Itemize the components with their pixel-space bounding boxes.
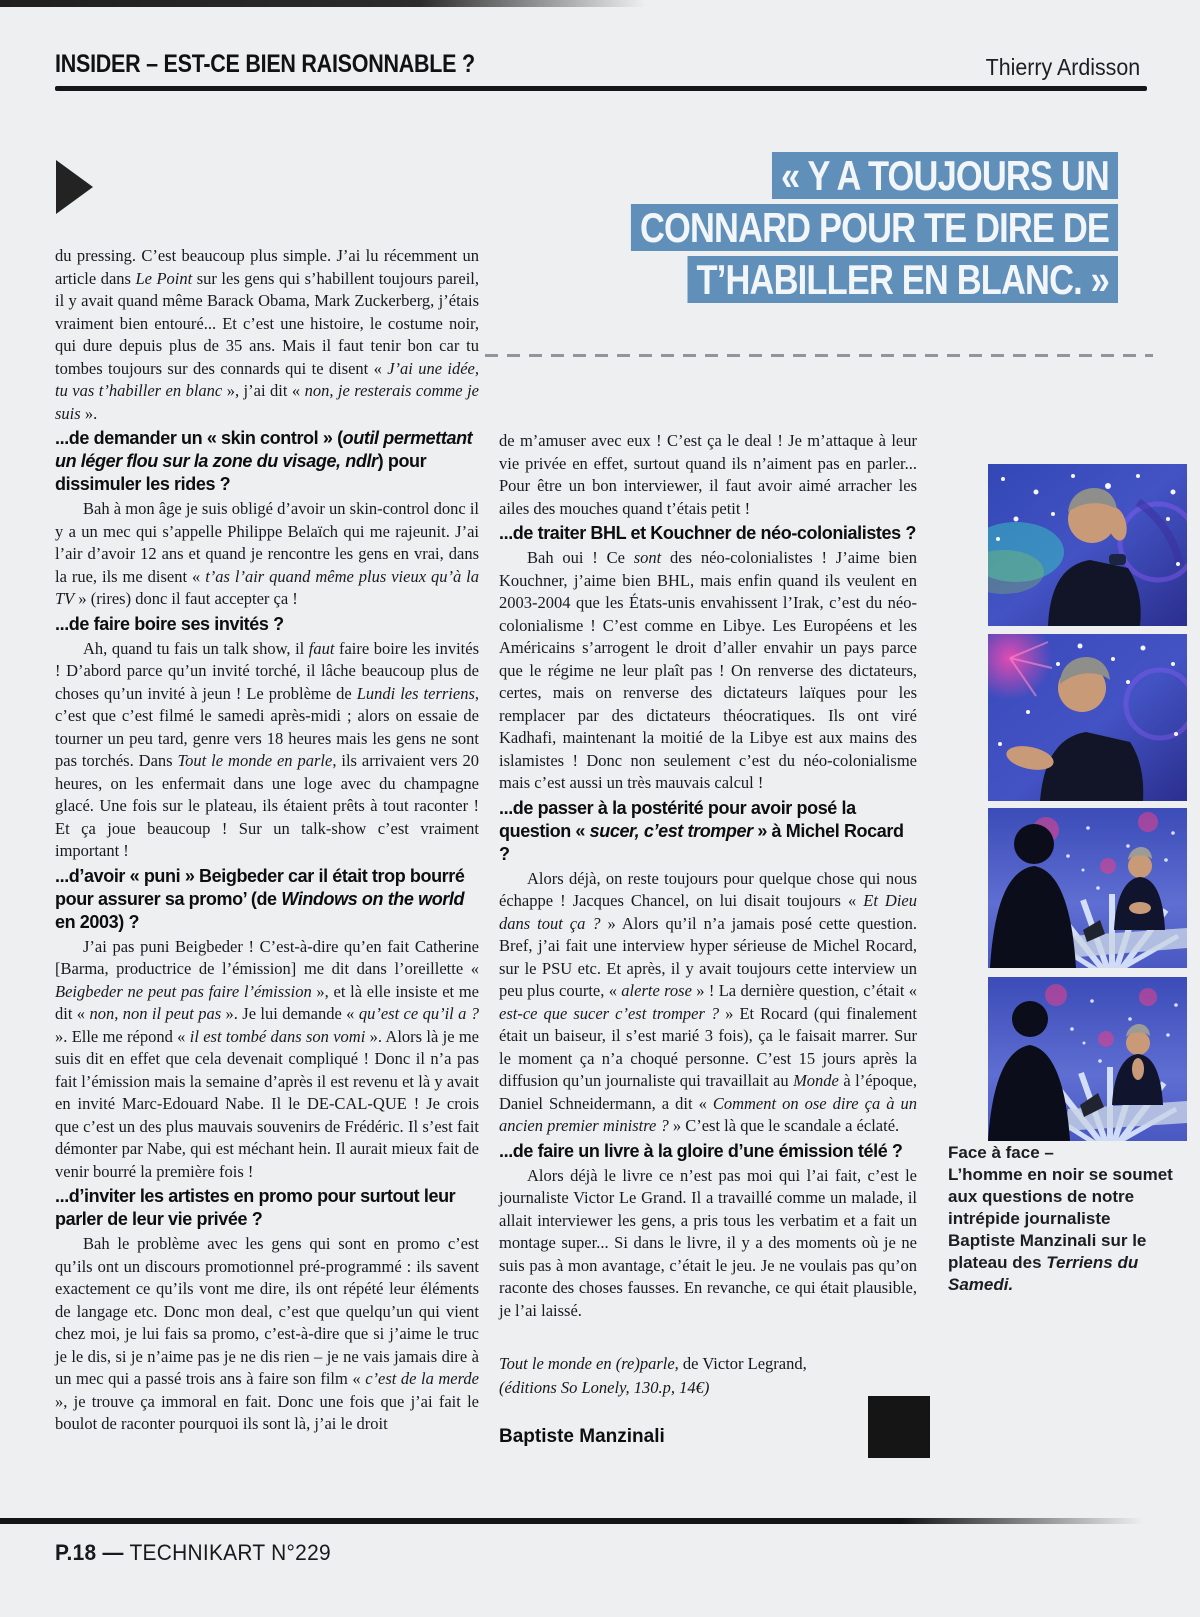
section-title: INSIDER – EST-CE BIEN RAISONNABLE ?: [55, 50, 475, 78]
pull-quote-line: « Y A TOUJOURS UN: [524, 152, 1118, 199]
photo-ardisson-closeup-1: [988, 464, 1187, 626]
body-paragraph: du pressing. C’est beaucoup plus simple. J’ai lu récemment un article dans Le Point sur les gens qui s’habillent toujours pareil, il y avait quand même Barack Obama, Mark Zuckerberg, j’étais vraiment bien entouré... Et c’est une histoire, le costume noir, qui dure depuis plus de 35 ans. Mais il faut tenir bon car tu tombes toujours sur des connards qui te disent « J’ai une idée, tu vas t’habiller en blanc », j’ai dit « non, je resterais comme je suis ».: [55, 246, 480, 423]
interview-question: ...de traiter BHL et Kouchner de néo-colonialistes ?: [499, 523, 916, 543]
answer-paragraph: Alors déjà, on reste toujours pour quelque chose qui nous échappe ! Jacques Chancel, on lui disait toujours « Et Dieu dans tout ça ? » Alors qu’il n’a jamais posé cette question. Bref, j’ai fait une interview hyper sérieuse de Michel Rocard, sur le PSU etc. Et après, il y avait toujours cette interview un peu plus courte, « alerte rose » ! La dernière question, c’était « est-ce que sucer c’est tromper ? » Et Rocard (qui finalement était un baiseur, il s’est marié 3 fois), ça le faisait marrer. Sur le moment ça n’a choqué personne. C’est 15 jours après la diffusion qu’un journaliste qui travaillait au Monde à l’époque, Daniel Schneidermann, a dit « Comment on ose dire ça à un ancien premier ministre ? » C’est là que le scandale a éclaté.: [499, 868, 918, 1135]
byline: Baptiste Manzinali: [499, 1426, 665, 1447]
photo-caption-title: Face à face –: [948, 1143, 1054, 1162]
interview-question: ...de passer à la postérité pour avoir posé la question « sucer, c’est tromper » à Michel Rocard ?: [499, 797, 904, 864]
interview-question: ...de faire un livre à la gloire d’une émission télé ?: [499, 1140, 903, 1161]
magazine-issue: TECHNIKART N°229: [123, 1540, 331, 1565]
author-name-header: Thierry Ardisson: [985, 54, 1140, 80]
interview-question: ...d’avoir « puni » Beigbeder car il était trop bourré pour assurer sa promo’ (de Windows on the world en 2003) ?: [55, 865, 465, 932]
answer-paragraph: Bah à mon âge je suis obligé d’avoir un skin-control donc il y a un mec qui s’appelle Philippe Belaïch qui me rajeunit. J’ai l’air d’avoir 12 ans et quand je rencontre les gens en vrai, dans la rue, ils me disent « t’as l’air quand même plus vieux qu’à la TV » (rires) donc il faut accepter ça !: [55, 499, 480, 608]
header-rule: [55, 86, 1147, 91]
book-reference: (éditions So Lonely, 130.p, 14€): [499, 1378, 710, 1397]
book-reference: Tout le monde en (re)parle, de Victor Legrand,: [499, 1354, 807, 1373]
photo-caption-series: Terriens du Samedi.: [948, 1253, 1139, 1294]
answer-paragraph: Bah le problème avec les gens qui sont en promo c’est qu’ils ont un discours promotionnel pré-programmé : ils savent exactement ce qu’ils vont me dire, ils ont répété leur éléments de langage etc. Donc mon deal, c’est que quelqu’un qui vient chez moi, je lui fais sa promo, c’est-à-dire que si j’aime le truc je le dis, si je n’aime pas je ne dis rien – je ne vais jamais dire à un mec qui a passé trois ans à faire son film « c’est de la merde », je trouve ça immoral en fait. Donc une fois que j’ai fait le boulot de raconter pourquoi ils sont là, j’ai le droit: [55, 1234, 479, 1433]
interview-question: ...d’inviter les artistes en promo pour surtout leur parler de leur vie privée ?: [55, 1186, 456, 1229]
photo-ardisson-closeup-2: [988, 634, 1187, 801]
photo-studio-wide-1: [988, 808, 1187, 968]
answer-paragraph: Ah, quand tu fais un talk show, il faut faire boire les invités ! D’abord parce qu’un invité torché, il lâche beaucoup plus de choses qu’un invité à jeun ! Le problème de Lundi les terriens, c’est que c’est filmé le samedi après-midi ; alors on essaie de tourner un peu tard, genre vers 18 heures mais les gens ne sont pas torchés. Dans Tout le monde en parle, ils arrivaient vers 20 heures, on les enfermait dans une loge avec du champagne glacé. Une fois sur le plateau, ils étaient prêts à tout raconter ! Et ça joue beaucoup ! Sur un talk-show c’est vraiment important !: [55, 638, 480, 860]
answer-paragraph: Alors déjà le livre ce n’est pas moi qui l’ai fait, c’est le journaliste Victor Le Grand. Il a travaillé comme un malade, il allait interviewer les gens, a pris tous les verbatim et a fait un montage super... Si dans le livre, il y a des moments où je ne suis pas à mon avantage, c’était le jeu. Je ne voulais pas qu’on raconte des choses fausses. En revanche, ce qui était plausible, je l’ai laissé.: [499, 1165, 917, 1320]
footer-rule: [0, 1518, 1155, 1524]
black-square-mark: [868, 1396, 930, 1458]
scan-edge-artifact: [0, 0, 645, 7]
pull-quote: [524, 152, 1118, 308]
dashed-divider: [485, 354, 1153, 357]
footer: [55, 1540, 331, 1566]
body-paragraph: de m’amuser avec eux ! C’est ça le deal ! Je m’attaque à leur vie privée en effet, surtout quand ils n’aiment pas en parler... Pour être un bon interviewer, il faut avoir aimé arracher les ailes des mouches quand t’étais petit !: [499, 431, 917, 518]
pull-quote-line: T’HABILLER EN BLANC. »: [524, 256, 1118, 303]
pull-quote-line: CONNARD POUR TE DIRE DE: [524, 204, 1118, 251]
answer-paragraph: Bah oui ! Ce sont des néo-colonialistes ! J’aime bien Kouchner, j’aime bien BHL, mais enfin quand ils veulent en 2003-2004 que les États-unis envahissent l’Irak, c’est du néo-colonialisme ! C’est comme en Libye. Les Européens et les Américains s’arrogent le droit d’aller envahir un pays parce que le régime ne leur plaît pas ! On renverse des dictateurs, certes, mais on renverse des dictateurs laïques pour les remplacer par des dictateurs théocratiques. Ils ont viré Kadhafi, maintenant la moitié de la Libye est aux mains des islamistes ! Donc non seulement c’est du néo-colonialisme mais c’est aussi un très mauvais calcul !: [499, 548, 917, 792]
answer-paragraph: J’ai pas puni Beigbeder ! C’est-à-dire qu’en fait Catherine [Barma, productrice de l’émission] me dit dans l’oreillette « Beigbeder ne peut pas faire l’émission », et là elle insiste et me dit « non, non il peut pas ». Je lui demande « qu’est ce qu’il a ? ». Elle me répond « il est tombé dans son vomi ». Alors là je me suis dit en effet que cela devenait compliqué ! Donc il n’a pas fait l’émission mais la semaine d’après il est revenu et là y avait en invité Marc-Edouard Nabe. Il le DE-CAL-QUE ! Je crois que c’est un des plus mauvais souvenirs de Frédéric. Il s’est fait démonter par Nabe, qui est méchant hein. Il aurait mieux fait de venir bourré la première fois !: [55, 936, 480, 1181]
interview-question: ...de faire boire ses invités ?: [55, 613, 284, 634]
page-number: P.18 —: [55, 1540, 124, 1565]
photo-caption: [948, 1142, 1176, 1296]
photo-studio-wide-2: [988, 977, 1187, 1141]
play-triangle-icon: [56, 160, 93, 214]
column-left: [55, 245, 479, 1436]
column-middle: [499, 430, 917, 1448]
interview-question: ...de demander un « skin control » (outil permettant un léger flou sur la zone du visage, ndlr) pour dissimuler les rides ?: [55, 428, 473, 494]
photo-caption-body: L’homme en noir se soumet aux questions de notre intrépide journaliste Baptiste Manzinali sur le plateau des: [948, 1165, 1173, 1272]
